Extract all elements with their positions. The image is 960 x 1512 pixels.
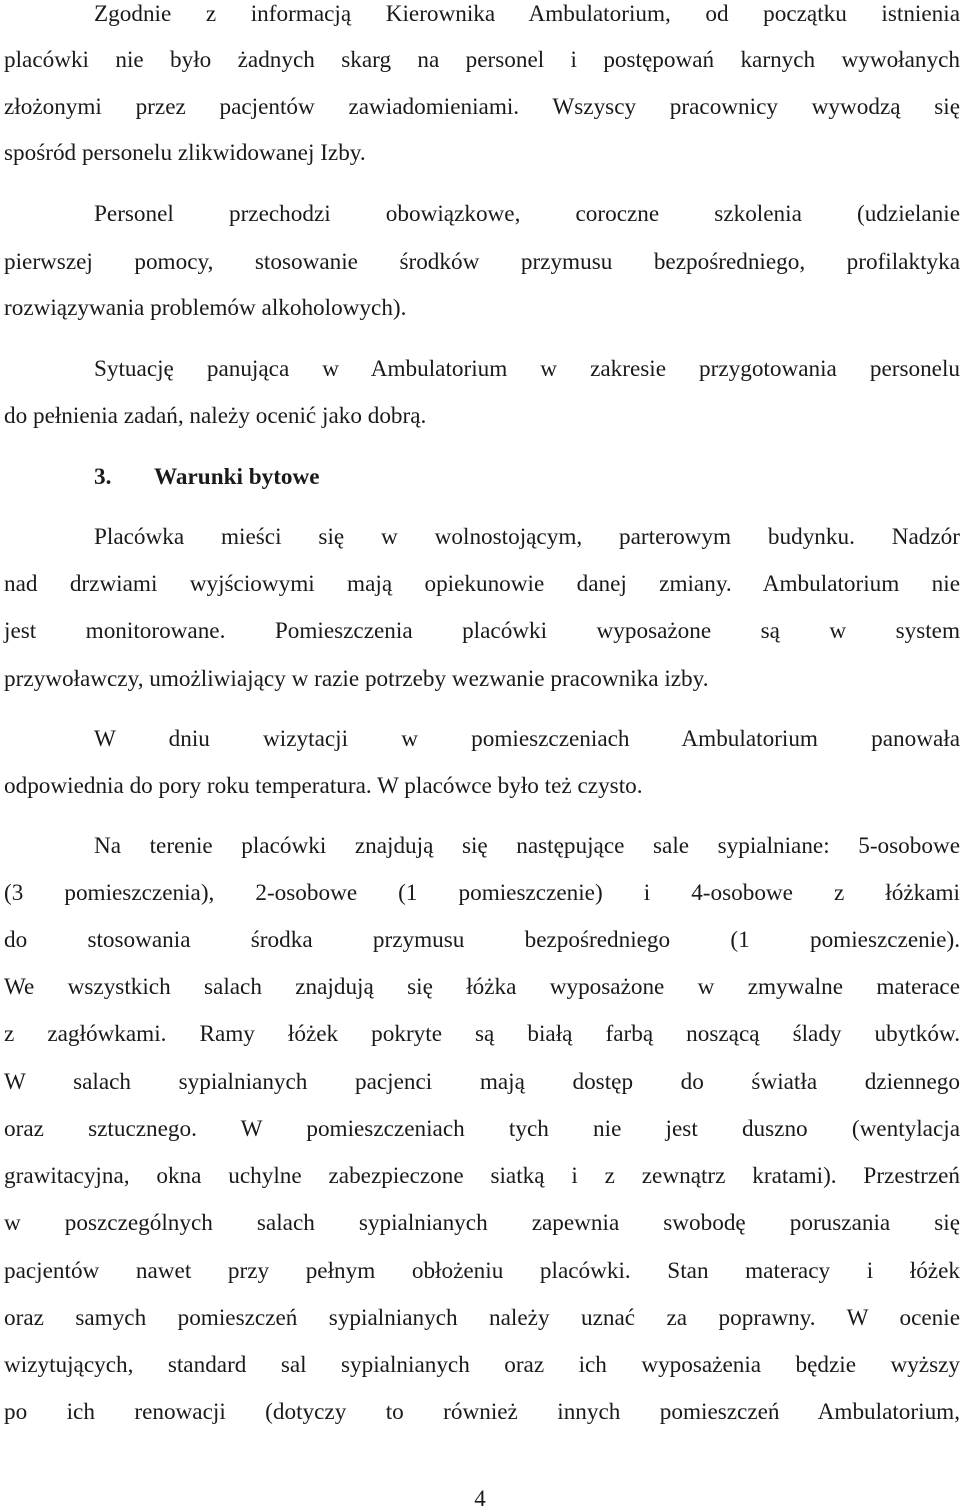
paragraph-6-line-13: po ich renowacji (dotyczy to również innych pomieszczeń Ambulatorium, (4, 1399, 960, 1425)
paragraph-1-line-1: Zgodnie z informacją Kierownika Ambulatorium, od początku istnienia (94, 1, 960, 27)
paragraph-6-line-4: We wszystkich salach znajdują się łóżka wyposażone w zmywalne materace (4, 974, 960, 1000)
paragraph-4-line-2: nad drzwiami wyjściowymi mają opiekunowie danej zmiany. Ambulatorium nie (4, 571, 960, 597)
paragraph-6-line-1: Na terenie placówki znajdują się następujące sale sypialniane: 5-osobowe (94, 833, 960, 859)
paragraph-4-line-3: jest monitorowane. Pomieszczenia placówki wyposażone są w system (4, 618, 960, 644)
paragraph-6-line-12: wizytujących, standard sal sypialnianych oraz ich wyposażenia będzie wyższy (4, 1352, 960, 1378)
section-heading (94, 463, 320, 491)
paragraph-1-line-4: spośród personelu zlikwidowanej Izby. (4, 140, 366, 166)
paragraph-4-line-1: Placówka mieści się w wolnostojącym, parterowym budynku. Nadzór (94, 524, 960, 550)
paragraph-6-line-5: z zagłówkami. Ramy łóżek pokryte są białą farbą noszącą ślady ubytków. (4, 1021, 960, 1047)
section-number: 3. (94, 464, 112, 490)
paragraph-1-line-3: złożonymi przez pacjentów zawiadomieniami. Wszyscy pracownicy wywodzą się (4, 94, 960, 120)
paragraph-6-line-8: grawitacyjna, okna uchylne zabezpieczone siatką i z zewnątrz kratami). Przestrzeń (4, 1163, 960, 1189)
page-number: 4 (474, 1486, 486, 1511)
paragraph-5-line-1: W dniu wizytacji w pomieszczeniach Ambulatorium panowała (94, 726, 960, 752)
paragraph-1-line-2: placówki nie było żadnych skarg na personel i postępowań karnych wywołanych (4, 47, 960, 73)
paragraph-5-line-2: odpowiednia do pory roku temperatura. W placówce było też czysto. (4, 773, 643, 799)
paragraph-2-line-1: Personel przechodzi obowiązkowe, coroczne szkolenia (udzielanie (94, 201, 960, 227)
paragraph-6-line-6: W salach sypialnianych pacjenci mają dostęp do światła dziennego (4, 1069, 960, 1095)
paragraph-6-line-3: do stosowania środka przymusu bezpośredniego (1 pomieszczenie). (4, 927, 960, 953)
paragraph-6-line-2: (3 pomieszczenia), 2-osobowe (1 pomieszczenie) i 4-osobowe z łóżkami (4, 880, 960, 906)
paragraph-6-line-7: oraz sztucznego. W pomieszczeniach tych nie jest duszno (wentylacja (4, 1116, 960, 1142)
paragraph-3-line-1: Sytuację panująca w Ambulatorium w zakresie przygotowania personelu (94, 356, 960, 382)
paragraph-2-line-3: rozwiązywania problemów alkoholowych). (4, 295, 407, 321)
paragraph-3-line-2: do pełnienia zadań, należy ocenić jako dobrą. (4, 403, 427, 429)
section-title: Warunki bytowe (154, 464, 320, 490)
paragraph-6-line-11: oraz samych pomieszczeń sypialnianych należy uznać za poprawny. W ocenie (4, 1305, 960, 1331)
paragraph-2-line-2: pierwszej pomocy, stosowanie środków przymusu bezpośredniego, profilaktyka (4, 249, 960, 275)
paragraph-4-line-4: przywoławczy, umożliwiający w razie potrzeby wezwanie pracownika izby. (4, 666, 709, 692)
paragraph-6-line-10: pacjentów nawet przy pełnym obłożeniu placówki. Stan materacy i łóżek (4, 1258, 960, 1284)
paragraph-6-line-9: w poszczególnych salach sypialnianych zapewnia swobodę poruszania się (4, 1210, 960, 1236)
